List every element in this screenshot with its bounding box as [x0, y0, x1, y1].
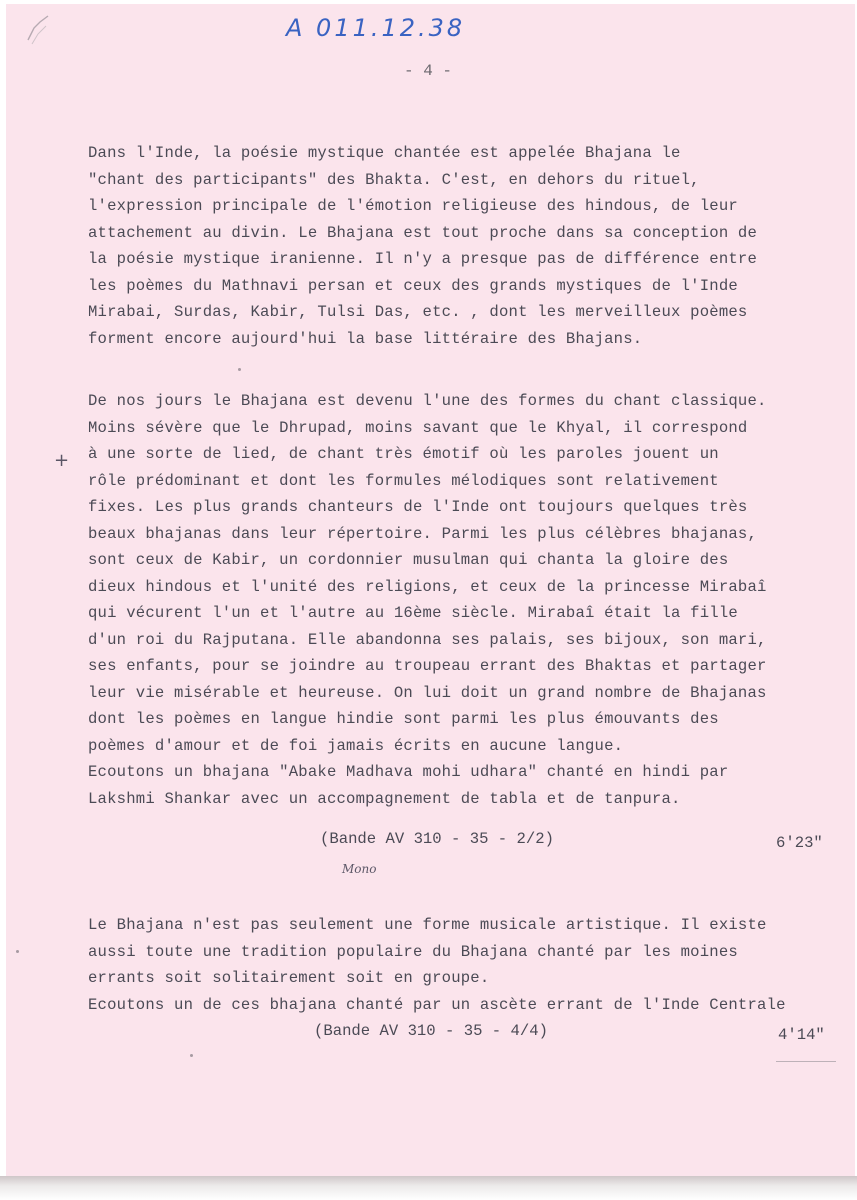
paragraph-bhajana-intro: [88, 140, 848, 352]
text-line: poèmes d'amour et de foi jamais écrits en aucune langue.: [88, 736, 624, 755]
text-line: fixes. Les plus grands chanteurs de l'Inde ont toujours quelques très: [88, 498, 748, 516]
text-line: dieux hindous et l'unité des religions, et ceux de la princesse Mirabaî: [88, 577, 767, 596]
text-line: aussi toute une tradition populaire du Bhajana chanté par les moines: [88, 942, 738, 961]
recording-reference-1: (Bande AV 310 - 35 - 2/2): [320, 830, 554, 848]
scan-speck: [238, 368, 241, 371]
text-line: Mirabai, Surdas, Kabir, Tulsi Das, etc. , dont les merveilleux poèmes: [88, 303, 748, 321]
text-line: leur vie misérable et heureuse. On lui doit un grand nombre de Bhajanas: [88, 683, 767, 702]
handwritten-mono-note: Mono: [342, 862, 377, 876]
text-line: "chant des participants" des Bhakta. C'est, en dehors du rituel,: [88, 170, 700, 189]
pencil-stroke: [776, 1061, 836, 1062]
text-line: beaux bhajanas dans leur répertoire. Parmi les plus célèbres bhajanas,: [88, 524, 758, 543]
text-line: à une sorte de lied, de chant très émotif où les paroles jouent un: [88, 445, 719, 463]
text-line: forment encore aujourd'hui la base littéraire des Bhajans.: [88, 329, 643, 348]
scan-speck: [16, 950, 19, 953]
text-line: Dans l'Inde, la poésie mystique chantée est appelée Bhajana le: [88, 144, 681, 162]
text-line: Moins sévère que le Dhrupad, moins savant que le Khyal, il correspond: [88, 418, 748, 437]
text-line: l'expression principale de l'émotion religieuse des hindous, de leur: [88, 197, 738, 215]
text-line: De nos jours le Bhajana est devenu l'une des formes du chant classique.: [88, 392, 767, 410]
text-line: ses enfants, pour se joindre au troupeau errant des Bhaktas et partager: [88, 657, 767, 675]
text-line: d'un roi du Rajputana. Elle abandonna ses palais, ses bijoux, son mari,: [88, 630, 767, 649]
page-number: - 4 -: [404, 62, 453, 80]
text-line: qui vécurent l'un et l'autre au 16ème siècle. Mirabaî était la fille: [88, 604, 738, 622]
text-line: Ecoutons un bhajana "Abake Madhava mohi udhara" chanté en hindi par: [88, 763, 729, 781]
margin-cross-mark: +: [54, 450, 70, 471]
torn-corner-mark: [24, 12, 54, 46]
recording-reference-2: (Bande AV 310 - 35 - 4/4): [314, 1022, 548, 1040]
text-line: errants soit solitairement soit en groupe.: [88, 969, 490, 987]
text-line: la poésie mystique iranienne. Il n'y a presque pas de différence entre: [88, 250, 758, 268]
document-page: [6, 4, 855, 1180]
text-line: les poèmes du Mathnavi persan et ceux des grands mystiques de l'Inde: [88, 276, 738, 295]
recording-duration-2: 4'14": [778, 1026, 825, 1044]
paragraph-classical-bhajana: [88, 388, 848, 812]
text-line: attachement au divin. Le Bhajana est tout proche dans sa conception de: [88, 223, 758, 242]
text-line: rôle prédominant et dont les formules mélodiques sont relativement: [88, 471, 719, 490]
scan-bottom-edge: [0, 1176, 857, 1200]
recording-duration-1: 6'23": [776, 834, 823, 852]
text-line: sont ceux de Kabir, un cordonnier musulman qui chanta la gloire des: [88, 551, 729, 569]
text-line: Lakshmi Shankar avec un accompagnement de tabla et de tanpura.: [88, 789, 681, 808]
text-line: dont les poèmes en langue hindie sont parmi les plus émouvants des: [88, 710, 719, 728]
text-line: Le Bhajana n'est pas seulement une forme musicale artistique. Il existe: [88, 916, 767, 934]
scan-speck: [190, 1054, 193, 1057]
archive-reference-handwritten: A 011.12.38: [286, 14, 466, 42]
text-line: Ecoutons un de ces bhajana chanté par un ascète errant de l'Inde Centrale: [88, 995, 786, 1014]
paragraph-popular-tradition: [88, 912, 848, 1018]
